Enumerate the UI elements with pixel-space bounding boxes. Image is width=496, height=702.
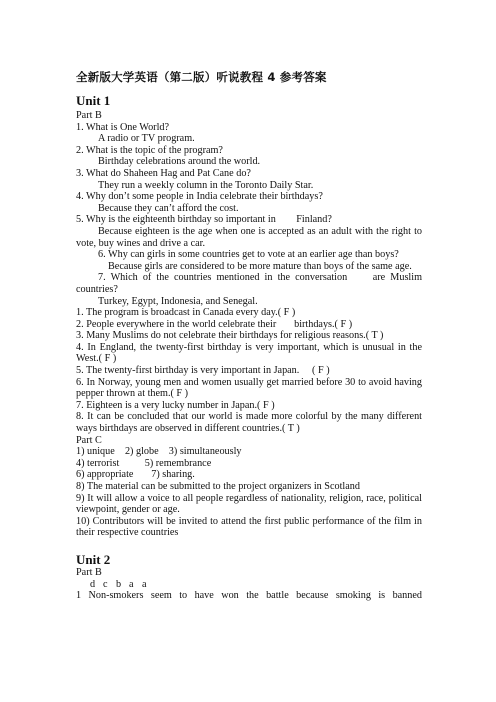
question: 4. Why don’t some people in India celebrate their birthdays? [76,191,323,203]
part-c-label: Part C [76,434,102,446]
blank-answers: 4) terrorist 5) remembrance [76,457,212,469]
statement: 6. In Norway, young men and women usually get married before 30 to avoid having pepper thrown at them.( F ) [76,376,422,400]
question: 6. Why can girls in some countries get to vote at an earlier age than boys? [98,249,399,261]
choice-answer: a [142,578,147,590]
question: 3. What do Shaheen Hag and Pat Cane do? [76,167,251,179]
statement: 2. People everywhere in the world celebrate their birthdays.( F ) [76,318,353,330]
question: 5. Why is the eighteenth birthday so important in Finland? [76,214,332,226]
blank-answers: 6) appropriate 7) sharing. [76,469,195,481]
answer: A radio or TV program. [98,133,195,145]
statement: 8. It can be concluded that our world is made more colorful by the many different ways birthdays are observed in different countries.( T ) [76,411,422,435]
answer: Because girls are considered to be more mature than boys of the same age. [108,260,412,272]
unit1-content [76,110,425,602]
unit1-heading: Unit 1 [76,93,111,108]
summary-line: 8) The material can be submitted to the project organizers in Scotland [76,481,360,492]
blank-answers: 1) unique 2) globe 3) simultaneously [76,446,242,458]
question: 7. Which of the countries mentioned in the conversation are Muslim countries? [76,272,425,295]
choice-answer: d [90,578,96,590]
question: 1. What is One World? [76,121,170,133]
statement: 7. Eighteen is a very lucky number in Japan.( F ) [76,399,275,411]
choice-answer: b [116,578,122,590]
statement: 3. Many Muslims do not celebrate their birthdays for religious reasons.( T ) [76,330,384,342]
unit2-heading: Unit 2 [76,551,111,567]
choice-answer: a [129,578,134,590]
summary-line: 9) It will allow a voice to all people regardless of nationality, religion, race, political viewpoint, gender or age. [76,492,422,516]
answer: Turkey, Egypt, Indonesia, and Senegal. [98,295,258,307]
part-b-label: Part B [76,110,102,121]
document-title: 全新版大学英语（第二版）听说教程 4 参考答案 [76,70,327,84]
statement: 4. In England, the twenty-first birthday is very important, which is unusual in the West.( F ) [76,341,422,365]
summary-line: 10) Contributors will be invited to attend the first public performance of the film in their respective countries [76,515,422,539]
answer: Because eighteen is the age when one is accepted as an adult with the right to vote, buy wines and drive a car. [76,225,422,249]
part-b-label: Part B [76,566,102,578]
statement: 1. The program is broadcast in Canada every day.( F ) [76,307,296,319]
choice-answers [76,579,422,591]
answer: They run a weekly column in the Toronto Daily Star. [98,179,314,191]
answer: Birthday celebrations around the world. [98,156,261,168]
statement: 5. The twenty-first birthday is very important in Japan. ( F ) [76,365,330,377]
question: 2. What is the topic of the program? [76,144,223,156]
choice-answer: c [103,578,108,590]
answer: Because they can’t afford the cost. [98,202,239,214]
question: 1 Non-smokers seem to have won the battle because smoking is banned [76,590,422,602]
